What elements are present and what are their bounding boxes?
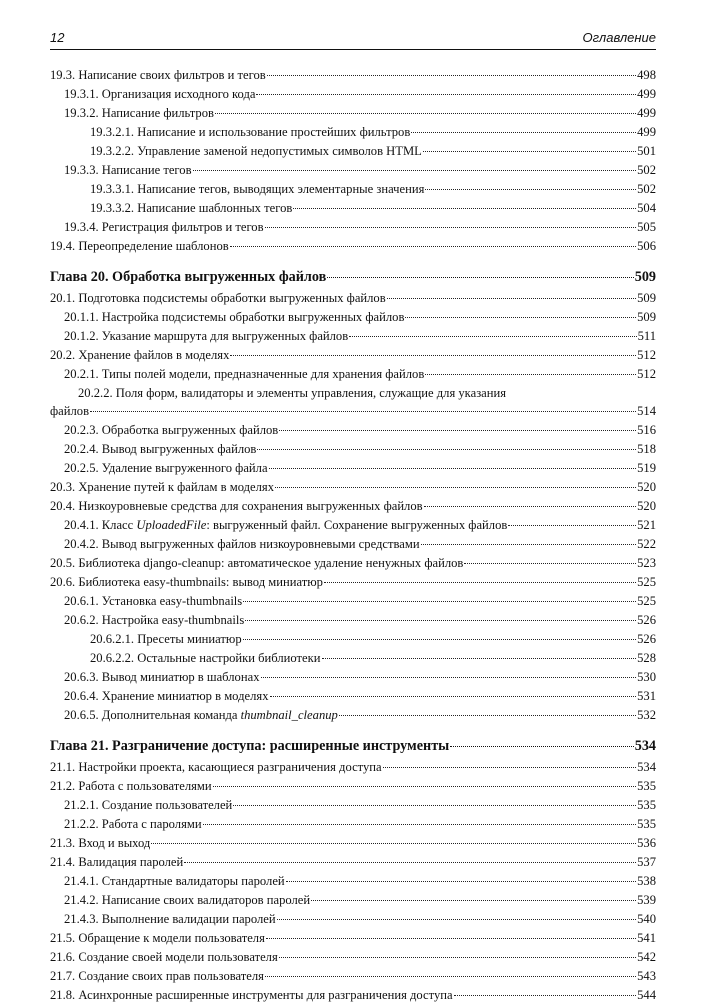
toc-entry[interactable] [50,459,656,478]
toc-page-number: 528 [637,651,656,665]
toc-page-number: 538 [637,874,656,888]
dot-leader [411,131,636,133]
dot-leader [324,581,636,583]
toc-entry-label: 20.2.3. Обработка выгруженных файлов [64,423,279,437]
dot-leader [421,543,637,545]
toc-page-number: 535 [637,779,656,793]
toc-entry[interactable] [50,834,656,853]
dot-leader [464,562,636,564]
toc-entry[interactable] [50,796,656,815]
toc-entry[interactable] [50,668,656,687]
dot-leader [193,169,637,171]
toc-entry[interactable] [50,440,656,459]
toc-page-number: 502 [637,163,656,177]
toc-entry[interactable] [50,872,656,891]
dot-leader [349,335,636,337]
toc-entry-label: 21.2.2. Работа с паролями [64,817,202,831]
toc-entry[interactable] [50,142,656,161]
toc-entry[interactable] [50,611,656,630]
toc-entry[interactable] [50,554,656,573]
toc-page-number: 521 [637,518,656,532]
toc-page-number: 525 [637,594,656,608]
dot-leader [265,975,636,977]
toc-page-number: 499 [637,106,656,120]
toc-entry-label: 21.4.2. Написание своих валидаторов паролей [64,893,311,907]
label-code: UploadedFile [136,518,207,532]
toc-chapter-label: Глава 20. Обработка выгруженных файлов [50,269,327,285]
toc-page-number: 514 [637,404,656,418]
toc-entry-label: 20.2.2. Поля форм, валидаторы и элементы управления, служащие для указания [78,386,507,400]
toc-entry[interactable] [50,478,656,497]
toc-entry[interactable] [50,218,656,237]
toc-entry-label: 19.3.2. Написание фильтров [64,106,214,120]
toc-page-number: 518 [637,442,656,456]
toc-entry-label: 21.7. Создание своих прав пользователя [50,969,264,983]
toc-entry[interactable] [50,986,656,1005]
dot-leader [425,188,636,190]
toc-page-number: 532 [637,708,656,722]
dot-leader [256,93,636,95]
toc-entry-label: 21.3. Вход и выход [50,836,151,850]
toc-entry-label: 20.6.4. Хранение миниатюр в моделях [64,689,269,703]
toc-page-number: 539 [637,893,656,907]
toc-chapter[interactable] [50,734,656,758]
toc-page-number: 516 [637,423,656,437]
toc-entry-label: 20.3. Хранение путей к файлам в моделях [50,480,275,494]
toc-entry[interactable] [50,421,656,440]
toc-entry[interactable] [50,161,656,180]
toc-page-number: 523 [637,556,656,570]
toc-page-number: 537 [637,855,656,869]
toc-page-number: 526 [637,613,656,627]
toc-entry-label: 21.5. Обращение к модели пользователя [50,931,265,945]
toc-entry-label: 20.6.3. Вывод миниатюр в шаблонах [64,670,260,684]
toc-entry[interactable] [50,497,656,516]
label-text: 20.4.1. Класс [64,518,137,532]
toc-page-number: 498 [637,68,656,82]
toc-entry[interactable] [50,365,656,384]
toc-entry[interactable] [50,104,656,123]
toc-entry[interactable] [50,929,656,948]
page-header [50,30,656,48]
dot-leader [293,207,636,209]
toc-page-number: 512 [637,367,656,381]
dot-leader [322,657,637,659]
dot-leader [383,766,636,768]
toc-entry-label: 20.6.1. Установка easy-thumbnails [64,594,243,608]
toc-entry[interactable] [50,967,656,986]
toc-entry-label: 19.3.1. Организация исходного кода [64,87,256,101]
toc-entry[interactable] [50,706,656,725]
toc-page-number: 501 [637,144,656,158]
toc-entry[interactable] [50,85,656,104]
toc-chapter-label: Глава 21. Разграничение доступа: расширенные инструменты [50,738,450,754]
dot-leader [450,745,633,747]
toc-entry-label: 21.4. Валидация паролей [50,855,184,869]
toc-entry[interactable] [50,853,656,872]
toc-entry-label: 21.1. Настройки проекта, касающиеся разграничения доступа [50,760,382,774]
toc-page-number: 544 [637,988,656,1002]
toc-entry-label: 20.2.4. Вывод выгруженных файлов [64,442,257,456]
toc-entry-label: 20.6.2.1. Пресеты миниатюр [90,632,242,646]
toc-page-number: 506 [637,239,656,253]
toc-entry-label: 19.3.2.1. Написание и использование простейших фильтров [90,125,411,139]
toc-page-number: 535 [637,817,656,831]
toc-entry-label: 21.8. Асинхронные расширенные инструменты для разграничения доступа [50,988,453,1002]
toc-page-number: 519 [637,461,656,475]
toc-entry[interactable] [50,180,656,199]
toc-entry[interactable] [50,66,656,85]
dot-leader [311,899,636,901]
toc-entry[interactable] [50,327,656,346]
toc-page-number: 543 [637,969,656,983]
toc-page-number: 504 [637,201,656,215]
dot-leader [151,842,636,844]
dot-leader [270,695,637,697]
toc-page-number: 534 [634,738,656,754]
dot-leader [257,448,636,450]
dot-leader [243,638,636,640]
table-of-contents [50,66,656,1005]
label-text: : выгруженный файл. Сохранение выгруженных файлов [206,518,508,532]
toc-entry[interactable] [50,815,656,834]
toc-entry-label-continued: файлов [50,404,90,418]
toc-entry-label: 21.4.1. Стандартные валидаторы паролей [64,874,285,888]
toc-page-number: 541 [637,931,656,945]
dot-leader [269,467,637,469]
label-code: thumbnail_cleanup [240,708,338,722]
toc-page-number: 530 [637,670,656,684]
dot-leader [203,823,637,825]
toc-page-number: 522 [637,537,656,551]
dot-leader [508,524,636,526]
toc-entry-label: 21.4.3. Выполнение валидации паролей [64,912,276,926]
toc-entry-label: 21.6. Создание своей модели пользователя [50,950,278,964]
toc-entry[interactable] [50,237,656,256]
toc-chapter[interactable] [50,265,656,289]
toc-entry-label: 20.2.1. Типы полей модели, предназначенные для хранения файлов [64,367,425,381]
toc-page-number: 534 [637,760,656,774]
toc-page-number: 505 [637,220,656,234]
dot-leader [213,785,636,787]
dot-leader [261,676,637,678]
toc-entry-label: 19.3.4. Регистрация фильтров и тегов [64,220,264,234]
page-number: 12 [50,30,65,45]
dot-leader [424,505,637,507]
toc-entry[interactable] [50,649,656,668]
toc-entry[interactable] [50,910,656,929]
toc-page-number: 509 [634,269,656,285]
toc-entry[interactable] [50,516,656,535]
toc-entry-label: 19.3. Написание своих фильтров и тегов [50,68,266,82]
dot-leader [184,861,636,863]
toc-page-number: 525 [637,575,656,589]
toc-page-number: 536 [637,836,656,850]
toc-entry-label: 19.3.3.2. Написание шаблонных тегов [90,201,293,215]
toc-entry[interactable] [50,308,656,327]
toc-entry-label: 20.5. Библиотека django-cleanup: автоматическое удаление ненужных файлов [50,556,464,570]
dot-leader [266,937,636,939]
toc-page-number: 509 [637,310,656,324]
toc-entry-label: 20.1.1. Настройка подсистемы обработки выгруженных файлов [64,310,405,324]
dot-leader [339,714,636,716]
toc-entry-line[interactable] [50,384,656,402]
dot-leader [286,880,636,882]
toc-entry[interactable] [50,630,656,649]
toc-page-number: 509 [637,291,656,305]
toc-entry-label: 20.6.2. Настройка easy-thumbnails [64,613,245,627]
dot-leader [277,918,637,920]
toc-entry-label: 19.3.3.1. Написание тегов, выводящих элементарные значения [90,182,425,196]
toc-entry[interactable] [50,948,656,967]
toc-entry[interactable] [50,758,656,777]
toc-entry[interactable] [50,891,656,910]
dot-leader [279,956,636,958]
toc-page-number: 526 [637,632,656,646]
toc-entry-label: 20.4.2. Вывод выгруженных файлов низкоуровневыми средствами [64,537,420,551]
toc-entry[interactable] [50,687,656,706]
toc-page-number: 540 [637,912,656,926]
toc-page-number: 520 [637,499,656,513]
label-text: 20.6.5. Дополнительная команда [64,708,241,722]
toc-page-number: 499 [637,87,656,101]
toc-page-number: 542 [637,950,656,964]
toc-entry-label: 20.6.2.2. Остальные настройки библиотеки [90,651,321,665]
toc-entry[interactable] [50,592,656,611]
header-rule [50,49,656,50]
toc-entry-label: 20.1. Подготовка подсистемы обработки выгруженных файлов [50,291,386,305]
toc-page-number: 531 [637,689,656,703]
dot-leader [90,410,636,412]
toc-entry-label: 20.6. Библиотека easy-thumbnails: вывод миниатюр [50,575,323,589]
toc-entry[interactable] [50,199,656,218]
dot-leader [245,619,636,621]
toc-entry-label: 21.2. Работа с пользователями [50,779,212,793]
toc-entry[interactable] [50,289,656,308]
toc-entry-label: 19.3.2.2. Управление заменой недопустимых символов HTML [90,144,422,158]
toc-entry[interactable] [50,777,656,796]
toc-entry[interactable] [50,402,656,421]
toc-page-number: 512 [637,348,656,362]
dot-leader [425,373,636,375]
dot-leader [387,297,636,299]
toc-entry[interactable] [50,573,656,592]
toc-entry-label: 21.2.1. Создание пользователей [64,798,233,812]
toc-entry-label [64,516,507,535]
dot-leader [327,276,633,278]
dot-leader [215,112,636,114]
toc-entry-label: 20.2.5. Удаление выгруженного файла [64,461,268,475]
dot-leader [275,486,636,488]
toc-entry-label: 20.4. Низкоуровневые средства для сохранения выгруженных файлов [50,499,423,513]
toc-entry-label: 19.4. Переопределение шаблонов [50,239,229,253]
toc-entry-label: 20.2. Хранение файлов в моделях [50,348,230,362]
dot-leader [279,429,636,431]
toc-entry-label: 20.1.2. Указание маршрута для выгруженных файлов [64,329,349,343]
running-title: Оглавление [582,30,656,45]
toc-entry[interactable] [50,535,656,554]
dot-leader [423,150,636,152]
toc-page-number: 499 [637,125,656,139]
dot-leader [230,354,636,356]
dot-leader [454,994,637,996]
toc-entry[interactable] [50,346,656,365]
toc-page-number: 520 [637,480,656,494]
dot-leader [230,245,636,247]
toc-page-number: 502 [637,182,656,196]
toc-entry-label: 19.3.3. Написание тегов [64,163,192,177]
dot-leader [233,804,636,806]
dot-leader [243,600,636,602]
dot-leader [405,316,636,318]
toc-entry[interactable] [50,123,656,142]
toc-page-number: 535 [637,798,656,812]
dot-leader [267,74,636,76]
toc-page-number: 511 [637,329,656,343]
toc-entry-label [64,706,338,725]
dot-leader [265,226,637,228]
